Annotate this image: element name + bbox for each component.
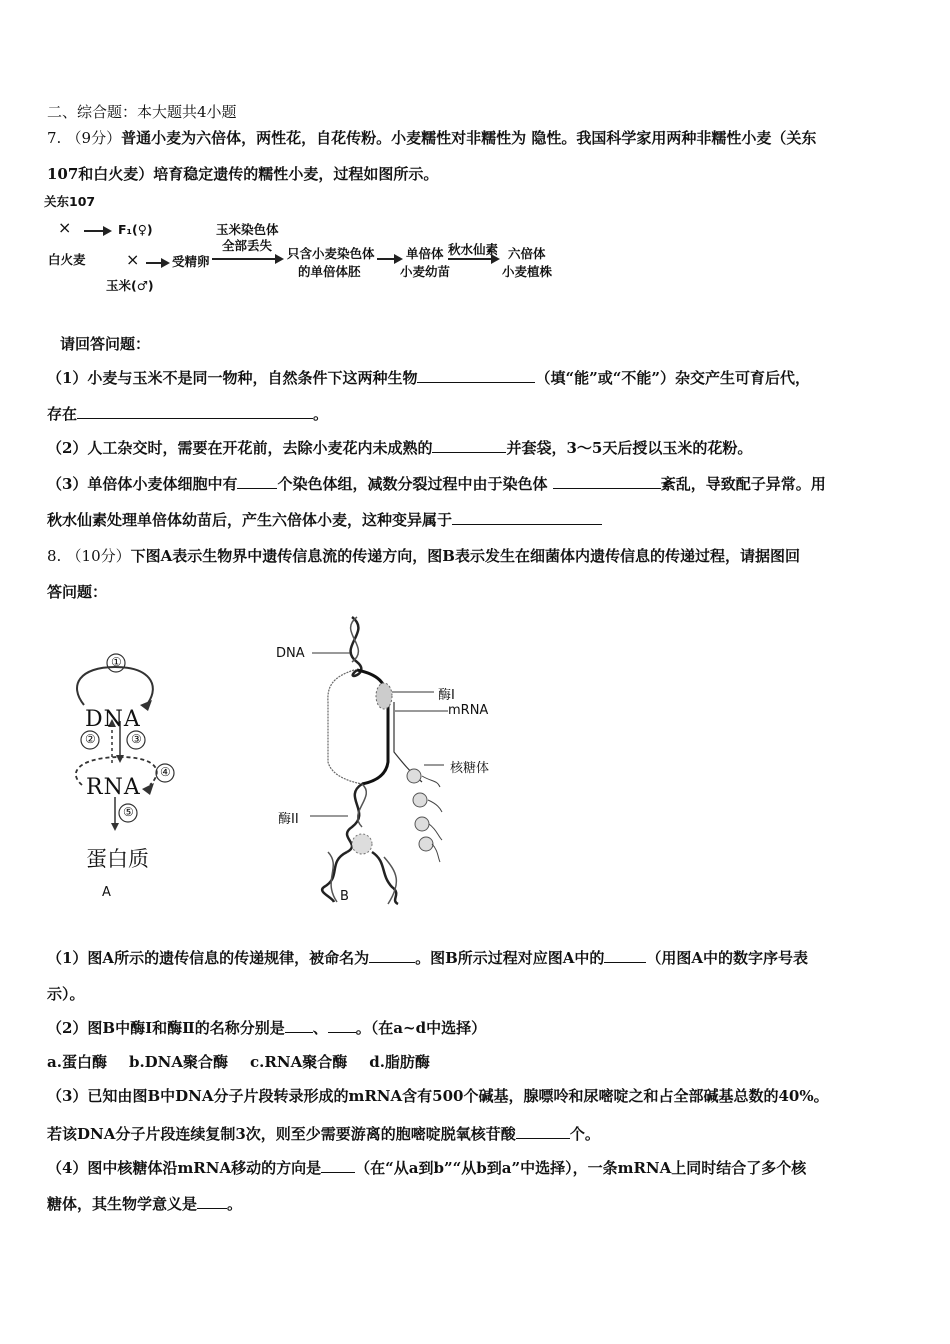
plant-a: 六倍体: [508, 246, 546, 261]
q8-sub3-line2: 若该DNA分子片段连续复制3次，则至少需要游离的胞嘧啶脱氧核苷酸 个。: [47, 1125, 600, 1143]
q8-score: （10分）: [66, 547, 131, 565]
q8-sub4-line2: 糖体，其生物学意义是 。: [47, 1195, 243, 1213]
q8-sub1-line2: 示）。: [47, 985, 85, 1003]
label-3: ③: [131, 732, 142, 746]
figure-a-central-dogma: [60, 645, 200, 910]
q7-stem-line2: 107和白火麦）培育稳定遗传的糯性小麦，过程如图所示。: [47, 165, 439, 183]
q7-sub1-line1: （1）小麦与玉米不是同一物种，自然条件下这两种生物 （填“能”或“不能”）杂交产生可育后代，: [47, 369, 810, 387]
label-5: ⑤: [123, 805, 134, 819]
figure-b-transcription-translation: [262, 612, 522, 912]
q8-number: 8.: [47, 547, 62, 565]
option-c: c.RNA聚合酶: [250, 1053, 348, 1071]
answer-blank-q8-4a[interactable]: [321, 1158, 355, 1173]
q7-sub3-line2: 秋水仙素处理单倍体幼苗后，产生六倍体小麦，这种变异属于: [47, 510, 602, 530]
answer-blank-q7-2[interactable]: [432, 438, 506, 453]
label-mrna: mRNA: [448, 703, 489, 718]
arrow-to-plant: [448, 258, 498, 260]
answer-blank-q7-3a[interactable]: [237, 474, 277, 489]
parent-guandong107: 关东107: [44, 194, 96, 209]
answer-blank-q8-4b[interactable]: [197, 1194, 227, 1209]
label-b-dna: DNA: [276, 646, 305, 661]
figure-a-caption: A: [102, 885, 111, 900]
arrow-to-f1: [84, 230, 110, 232]
label-protein: 蛋白质: [86, 847, 149, 871]
embryo-a: 只含小麦染色体: [287, 246, 375, 261]
q8-sub4-line1: （4）图中核糖体沿mRNA移动的方向是 （在“从a到b”“从b到a”中选择），一条mRNA上同时结合了多个核: [47, 1159, 807, 1177]
answer-blank-q7-1b[interactable]: [77, 404, 313, 419]
step1-label-b: 全部丢失: [222, 238, 273, 253]
label-ribosome: 核糖体: [450, 761, 490, 776]
answer-blank-q7-3c[interactable]: [452, 510, 602, 525]
answer-blank-q8-2b[interactable]: [328, 1018, 356, 1033]
answer-blank-q8-3[interactable]: [516, 1124, 570, 1139]
q8-stem-line2: 答问题：: [47, 583, 108, 601]
figure-b-caption: B: [340, 889, 349, 904]
label-dna: DNA: [85, 707, 141, 732]
embryo-b: 的单倍体胚: [298, 264, 361, 279]
label-enzyme-2: 酶II: [278, 812, 299, 827]
q7-score: （9分）: [66, 129, 122, 147]
answer-blank-q8-1b[interactable]: [604, 948, 646, 963]
seedling-b: 小麦幼苗: [400, 264, 451, 279]
cross-symbol-2: ×: [126, 250, 140, 269]
arrow-to-seedling: [377, 258, 401, 260]
answer-blank-q8-2a[interactable]: [285, 1018, 313, 1033]
answer-blank-q7-1a[interactable]: [417, 368, 535, 383]
q7-number: 7.: [47, 129, 62, 147]
cross-symbol-1: ×: [58, 218, 72, 237]
q8-sub1-line1: （1）图A所示的遗传信息的传递规律，被命名为 。图B所示过程对应图A中的 （用图A中的数字序号表: [47, 949, 809, 967]
label-enzyme-1: 酶I: [438, 688, 455, 703]
maize-male: 玉米(♂): [106, 278, 154, 293]
label-2: ②: [85, 732, 96, 746]
answer-blank-q7-3b[interactable]: [553, 474, 661, 489]
label-4: ④: [160, 765, 171, 779]
answer-blank-q8-1a[interactable]: [369, 948, 415, 963]
label-rna: RNA: [86, 775, 141, 800]
q7-prompt: 请回答问题：: [60, 335, 151, 353]
q7-sub2: （2）人工杂交时，需要在开花前，去除小麦花内未成熟的 并套袋，3～5天后授以玉米的花粉。: [47, 439, 753, 457]
q7-sub1-line2: 存在 。: [47, 405, 329, 423]
label-1: ①: [111, 655, 122, 669]
q8-options: [47, 1052, 430, 1072]
option-a: a.蛋白酶: [47, 1053, 107, 1071]
zygote: 受精卵: [172, 254, 210, 269]
parent-baihuomai: 白火麦: [48, 252, 86, 267]
q8-stem-line1: 8. （10分）下图A表示生物界中遗传信息流的传递方向，图B表示发生在细菌体内遗传信息的传递过程，请据图回: [47, 547, 800, 565]
q8-sub3-line1: （3）已知由图B中DNA分子片段转录形成的mRNA含有500个碱基，腺嘌呤和尿嘧啶之和占全部碱基总数的40%。: [47, 1087, 829, 1105]
seedling-a: 单倍体: [406, 246, 444, 261]
plant-b: 小麦植株: [502, 264, 553, 279]
step1-label-a: 玉米染色体: [216, 222, 279, 237]
f1-female: F₁(♀): [118, 222, 153, 237]
q7-stem-line1: 7. （9分）普通小麦为六倍体，两性花，自花传粉。小麦糯性对非糯性为 隐性。我国科学家用两种非糯性小麦（关东: [47, 129, 817, 147]
section-heading: 二、综合题：本大题共4小题: [47, 103, 237, 121]
arrow-to-embryo: [212, 258, 282, 260]
breeding-process-diagram: [44, 192, 564, 302]
step2-label: 秋水仙素: [448, 242, 499, 257]
q8-sub2: （2）图B中酶Ⅰ和酶Ⅱ的名称分别是 、 。（在a~d中选择）: [47, 1019, 487, 1037]
option-b: b.DNA聚合酶: [128, 1053, 229, 1071]
arrow-to-zygote: [146, 262, 168, 264]
option-d: d.脂肪酶: [369, 1053, 430, 1071]
q7-sub3-line1: （3）单倍体小麦体细胞中有 个染色体组，减数分裂过程中由于染色体 紊乱，导致配子异常。用: [47, 475, 826, 493]
